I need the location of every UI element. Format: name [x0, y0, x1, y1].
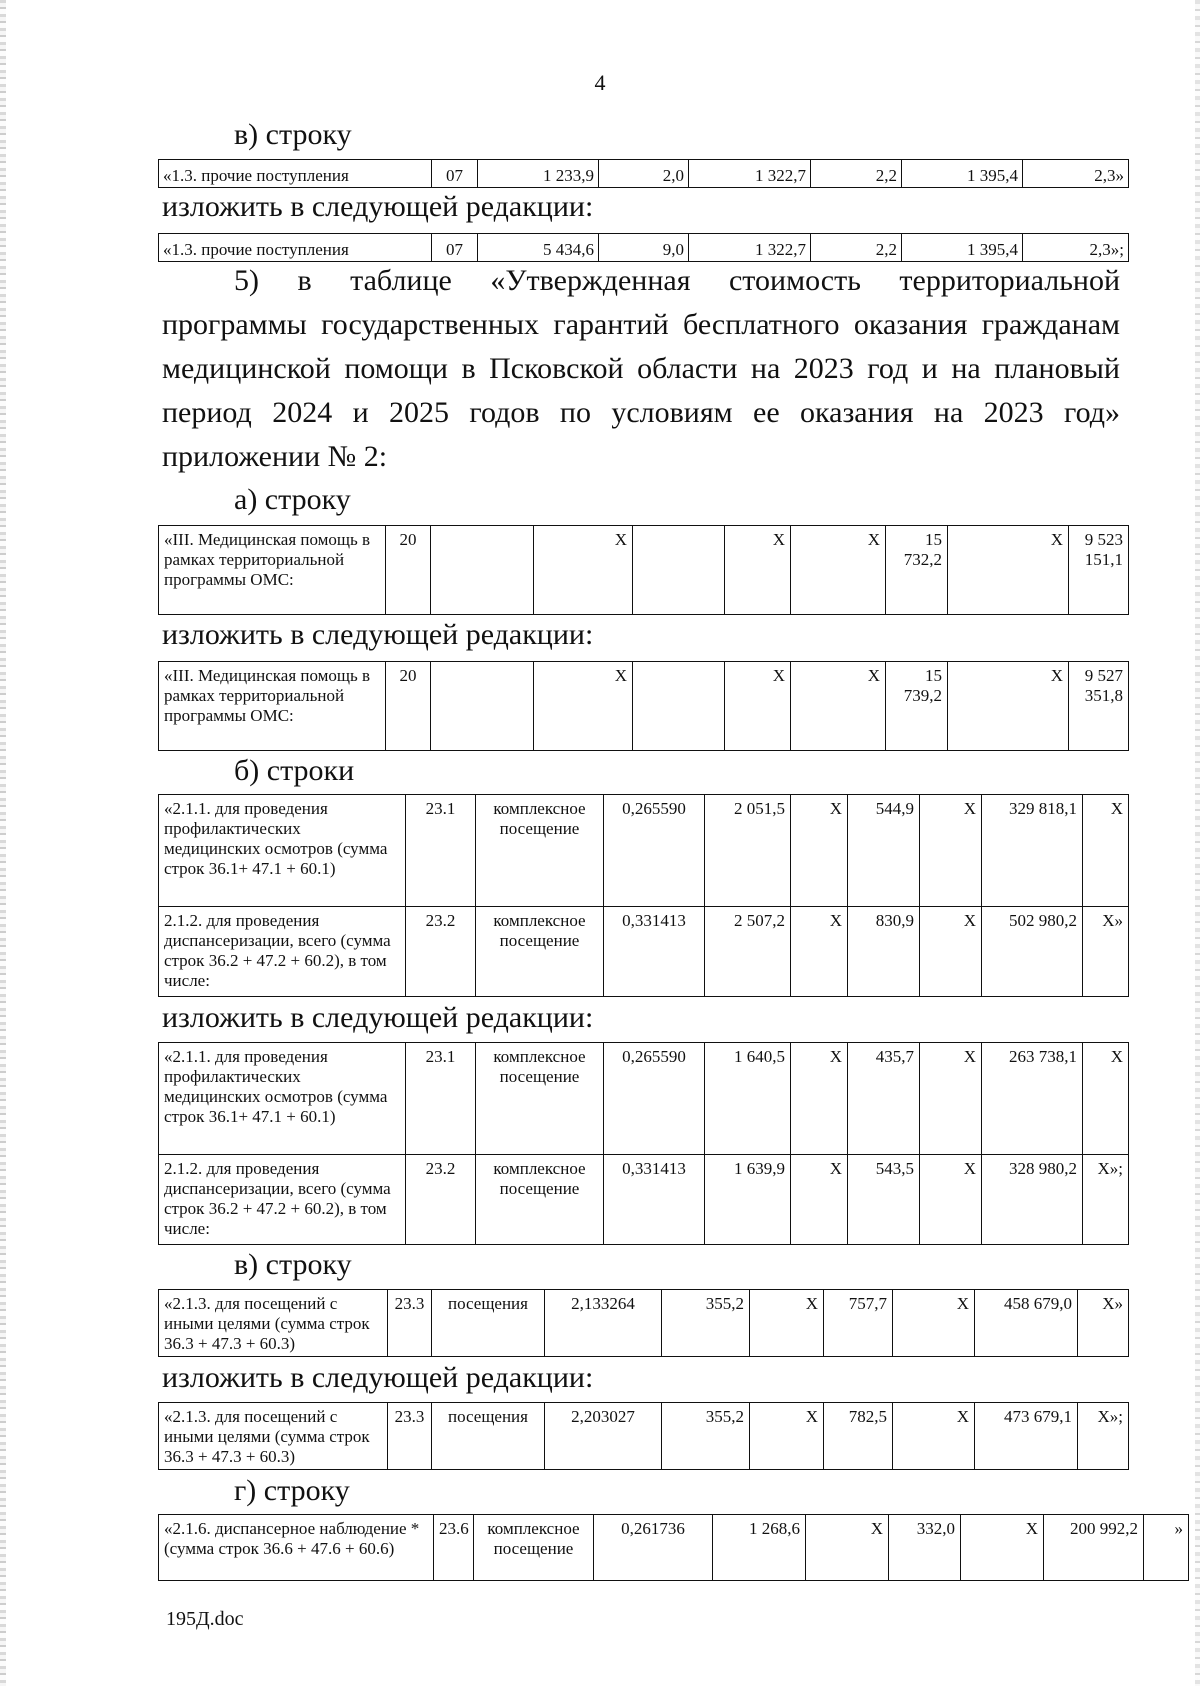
cell: 830,9 [848, 907, 920, 997]
cell: X [534, 662, 633, 751]
cell: 23.2 [406, 1155, 476, 1245]
table-row [159, 1515, 1189, 1581]
cell: X [725, 662, 791, 751]
heading-edit-4: изложить в следующей редакции: [162, 1361, 594, 1394]
cell: 07 [432, 234, 478, 262]
cell: 23.3 [388, 1403, 432, 1470]
heading-g-row: г) строку [234, 1474, 350, 1507]
cell: 23.2 [406, 907, 476, 997]
dispensary-table-old [158, 1514, 1189, 1581]
heading-edit-3: изложить в следующей редакции: [162, 1001, 594, 1034]
cell: 263 738,1 [982, 1043, 1083, 1155]
table-row [159, 662, 1129, 751]
cell: 2,133264 [545, 1290, 662, 1357]
cell: 07 [432, 160, 478, 188]
cell: «1.3. прочие поступления [159, 160, 432, 188]
cell: 2,3»; [1023, 234, 1129, 262]
cell: 0,331413 [604, 1155, 705, 1245]
cell: 2 051,5 [705, 795, 791, 907]
cell: 9 527 351,8 [1069, 662, 1129, 751]
cell: 1 395,4 [902, 234, 1023, 262]
cell: 0,331413 [604, 907, 705, 997]
cell: комплексное посещение [476, 1043, 604, 1155]
document-filename: 195Д.doc [166, 1608, 244, 1630]
cell: 0,265590 [604, 795, 705, 907]
table-row [159, 795, 1129, 907]
cell [633, 526, 725, 615]
cell: 355,2 [662, 1403, 750, 1470]
cell: «2.1.3. для посещений с иными целями (сумма строк 36.3 + 47.3 + 60.3) [159, 1290, 388, 1357]
cell: 9,0 [599, 234, 689, 262]
cell: 23.3 [388, 1290, 432, 1357]
cell: X [920, 1155, 982, 1245]
table-row [159, 1155, 1129, 1245]
heading-edit-1: изложить в следующей редакции: [162, 190, 594, 223]
heading-v-row-2: в) строку [234, 1248, 352, 1281]
cell: 20 [386, 526, 431, 615]
cell: «III. Медицинская помощь в рамках территориальной программы ОМС: [159, 662, 386, 751]
cell: 782,5 [824, 1403, 893, 1470]
paragraph-line: период 2024 и 2025 годов по условиям ее оказания на 2023 год» [162, 396, 1120, 429]
oms-table-old [158, 525, 1129, 615]
cell: 0,261736 [594, 1515, 713, 1581]
cell: 1 322,7 [689, 234, 811, 262]
cell: комплексное посещение [476, 907, 604, 997]
paragraph-5 [162, 259, 1120, 479]
cell: 2,203027 [545, 1403, 662, 1470]
cell: X [791, 795, 848, 907]
page-number: 4 [594, 70, 606, 95]
scan-edge-right [1195, 0, 1200, 1686]
cell: «2.1.1. для проведения профилактических медицинских осмотров (сумма строк 36.1+ 47.1 + 60.1) [159, 1043, 406, 1155]
cell: 329 818,1 [982, 795, 1083, 907]
cell: 332,0 [889, 1515, 961, 1581]
cell: X [791, 1155, 848, 1245]
cell: X [948, 662, 1069, 751]
cell: X [1083, 795, 1129, 907]
cell: «2.1.3. для посещений с иными целями (сумма строк 36.3 + 47.3 + 60.3) [159, 1403, 388, 1470]
cell: 355,2 [662, 1290, 750, 1357]
cell: X [725, 526, 791, 615]
cell: X [920, 1043, 982, 1155]
visits-table-new [158, 1042, 1129, 1245]
cell: 2 507,2 [705, 907, 791, 997]
table-row [159, 160, 1129, 188]
cell: комплексное посещение [476, 1155, 604, 1245]
cell: X [961, 1515, 1044, 1581]
cell: X [948, 526, 1069, 615]
cell: 2,2 [811, 234, 902, 262]
cell: 1 639,9 [705, 1155, 791, 1245]
cell: X [750, 1403, 824, 1470]
cell: 473 679,1 [975, 1403, 1078, 1470]
paragraph-line: 5) в таблице «Утвержденная стоимость территориальной [234, 264, 1120, 297]
income-table-old [158, 159, 1129, 188]
cell: X [893, 1290, 975, 1357]
table-row [159, 526, 1129, 615]
table-row [159, 1043, 1129, 1155]
other-visits-table-new [158, 1402, 1129, 1470]
cell: 1 640,5 [705, 1043, 791, 1155]
cell: 543,5 [848, 1155, 920, 1245]
paragraph-line: медицинской помощи в Псковской области на 2023 год и на плановый [162, 352, 1120, 385]
heading-v-row: в) строку [234, 118, 352, 151]
cell: комплексное посещение [474, 1515, 594, 1581]
cell: X [791, 907, 848, 997]
table-row [159, 234, 1129, 262]
cell: X [791, 662, 886, 751]
cell: 2.1.2. для проведения диспансеризации, всего (сумма строк 36.2 + 47.2 + 60.2), в том числе: [159, 1155, 406, 1245]
cell: 757,7 [824, 1290, 893, 1357]
cell: комплексное посещение [476, 795, 604, 907]
cell: 544,9 [848, 795, 920, 907]
cell: X [806, 1515, 889, 1581]
cell: 9 523 151,1 [1069, 526, 1129, 615]
cell: X [920, 907, 982, 997]
cell: 23.6 [434, 1515, 474, 1581]
cell: X [920, 795, 982, 907]
paragraph-line: приложении № 2: [162, 440, 388, 473]
table-row [159, 1290, 1129, 1357]
cell [431, 662, 534, 751]
cell: 1 268,6 [713, 1515, 806, 1581]
cell: 200 992,2 [1044, 1515, 1144, 1581]
income-table-new [158, 233, 1129, 262]
scan-edge-left [0, 0, 6, 1686]
cell: 435,7 [848, 1043, 920, 1155]
other-visits-table-old [158, 1289, 1129, 1357]
cell: «2.1.6. диспансерное наблюдение * (сумма строк 36.6 + 47.6 + 60.6) [159, 1515, 434, 1581]
cell: X [893, 1403, 975, 1470]
cell: X [534, 526, 633, 615]
cell: 458 679,0 [975, 1290, 1078, 1357]
cell: X» [1083, 907, 1129, 997]
cell [633, 662, 725, 751]
visits-table-old [158, 794, 1129, 997]
table-row [159, 1403, 1129, 1470]
cell: X»; [1083, 1155, 1129, 1245]
oms-table-new [158, 661, 1129, 751]
cell: 5 434,6 [478, 234, 599, 262]
heading-a-row: а) строку [234, 483, 351, 516]
cell: 2,3» [1023, 160, 1129, 188]
cell [431, 526, 534, 615]
cell: 2,0 [599, 160, 689, 188]
cell: X» [1078, 1290, 1129, 1357]
cell: 2.1.2. для проведения диспансеризации, всего (сумма строк 36.2 + 47.2 + 60.2), в том числе: [159, 907, 406, 997]
cell: 2,2 [811, 160, 902, 188]
cell: 1 322,7 [689, 160, 811, 188]
cell: 15 732,2 [886, 526, 948, 615]
cell: 23.1 [406, 1043, 476, 1155]
cell: 0,265590 [604, 1043, 705, 1155]
cell: 502 980,2 [982, 907, 1083, 997]
cell: 15 739,2 [886, 662, 948, 751]
cell: 20 [386, 662, 431, 751]
cell: X [1083, 1043, 1129, 1155]
cell: X [791, 1043, 848, 1155]
cell: посещения [432, 1290, 545, 1357]
cell: 1 233,9 [478, 160, 599, 188]
cell: » [1144, 1515, 1189, 1581]
cell: X [750, 1290, 824, 1357]
paragraph-line: программы государственных гарантий бесплатного оказания гражданам [162, 308, 1120, 341]
cell: «III. Медицинская помощь в рамках территориальной программы ОМС: [159, 526, 386, 615]
cell: посещения [432, 1403, 545, 1470]
table-row [159, 907, 1129, 997]
heading-edit-2: изложить в следующей редакции: [162, 618, 594, 651]
heading-b-rows: б) строки [234, 754, 355, 787]
cell: «2.1.1. для проведения профилактических медицинских осмотров (сумма строк 36.1+ 47.1 + 60.1) [159, 795, 406, 907]
cell: X [791, 526, 886, 615]
cell: 328 980,2 [982, 1155, 1083, 1245]
cell: «1.3. прочие поступления [159, 234, 432, 262]
cell: 23.1 [406, 795, 476, 907]
cell: 1 395,4 [902, 160, 1023, 188]
cell: X»; [1078, 1403, 1129, 1470]
